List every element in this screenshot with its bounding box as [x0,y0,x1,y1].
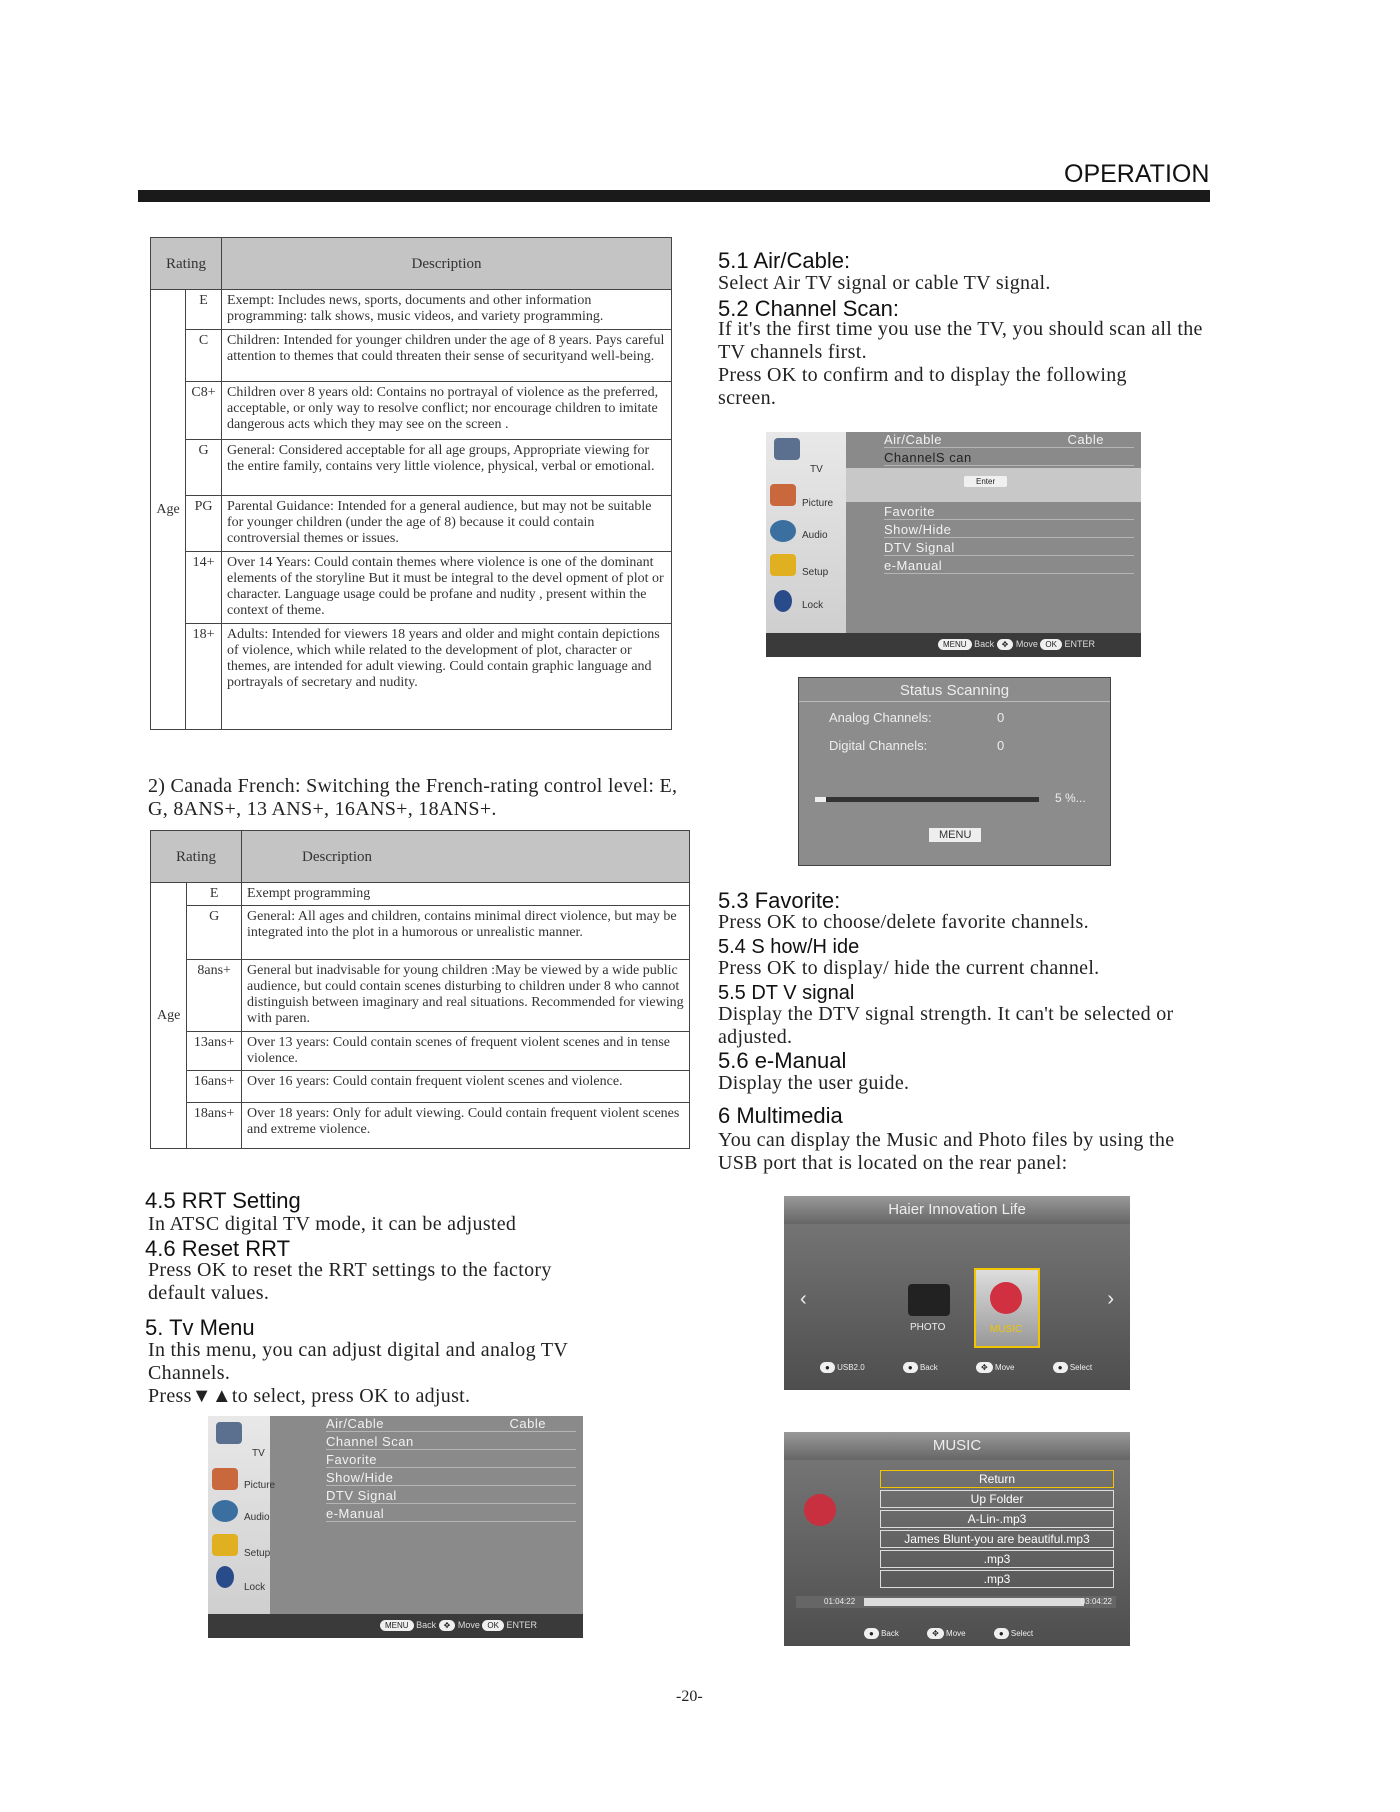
analog-channels-label: Analog Channels: [829,710,932,725]
rating-code: PG [186,496,222,552]
canada-french-rating-table [150,830,690,1149]
multimedia-heading: 6 Multimedia [718,1103,843,1128]
air-cable-label: Air/Cable [326,1416,384,1431]
page-number: -20- [676,1688,703,1705]
rrt-setting-body: In ATSC digital TV mode, it can be adjusted [148,1213,517,1235]
tv-menu-body: In this menu, you can adjust digital and analog TV Channels. [148,1339,568,1384]
rating-row [151,382,672,440]
menu-row-favorite[interactable]: Favorite [884,504,1134,520]
enter-hint: ENTER [506,1620,537,1630]
photo-icon[interactable] [908,1284,950,1316]
sidebar-item-picture[interactable]: Picture [244,1480,276,1491]
music-label: MUSIC [990,1324,1023,1335]
rating-description: Exempt: Includes news, sports, documents and other information programming: talk shows, music videos, and variety programming. [222,290,672,330]
rating-code: C [186,330,222,382]
scan-menu-button[interactable]: MENU [929,828,981,842]
menu-row-dtv-signal[interactable]: DTV Signal [326,1488,576,1504]
rating-description: General: All ages and children, contains minimal direct violence, but may be integrated into the plot in a humorous or unrealistic manner. [242,906,690,960]
rating-description: Over 18 years: Only for adult viewing. Could contain frequent violent scenes and extreme violence. [242,1103,690,1149]
menu-row-e-manual[interactable]: e-Manual [326,1506,576,1522]
prev-arrow-icon[interactable]: ‹ [800,1288,807,1310]
sidebar-item-lock[interactable]: Lock [802,600,824,611]
menu-row-channel-scan[interactable]: Channel Scan [326,1434,576,1450]
enter-button[interactable]: Enter [964,476,1007,487]
rating-description: General: Considered acceptable for all age groups, Appropriate viewing for the entire family, contains very little violence, physical, verbal or emotional. [222,440,672,496]
tv-menu-press: Press▼▲to select, press OK to adjust. [148,1385,471,1407]
rating-code: 18ans+ [187,1103,242,1149]
menu-row-show-hide[interactable]: Show/Hide [326,1470,576,1486]
scan-title: Status Scanning [799,682,1110,702]
music-tile[interactable] [974,1268,1040,1348]
rating-code: 8ans+ [187,960,242,1032]
tv-menu-heading: 5. Tv Menu [145,1315,255,1340]
header-rule [138,190,1210,202]
music-item-file[interactable]: .mp3 [880,1570,1114,1588]
scan-percent: 5 %... [1055,791,1086,805]
setup-icon [212,1534,238,1556]
music-item-file[interactable]: .mp3 [880,1550,1114,1568]
select-hint: Select [1069,1363,1093,1372]
move-hint: Move [946,1629,966,1638]
rating-row [151,1071,690,1103]
rating-description: Exempt programming [242,883,690,906]
multimedia-title: Haier Innovation Life [784,1196,1130,1224]
rating-description: Parental Guidance: Intended for a general audience, but may not be suitable for younger children (under the age of 8) because it could contain controversial themes or issues. [222,496,672,552]
music-time-end: 03:04:22 [1080,1597,1112,1606]
rating-code: E [187,883,242,906]
channel-scan-body-2: Press OK to confirm and to display the following screen. [718,364,1127,409]
music-item-file[interactable]: A-Lin-.mp3 [880,1510,1114,1528]
enter-hint: ENTER [1064,639,1095,649]
rating-header: Rating [151,238,222,290]
tv-icon [216,1422,242,1444]
rating-code: 13ans+ [187,1032,242,1071]
favorite-heading: 5.3 Favorite: [718,888,841,913]
scan-progress-bar [815,797,1039,802]
photo-label: PHOTO [910,1322,946,1333]
analog-channels-value: 0 [997,710,1005,725]
music-footer [864,1628,1033,1639]
rating-code: E [186,290,222,330]
rating-row [151,440,672,496]
sidebar-item-setup[interactable]: Setup [244,1548,271,1559]
menu-row-e-manual[interactable]: e-Manual [884,558,1134,574]
air-cable-label: Air/Cable [884,432,942,447]
air-cable-value: Cable [1067,432,1104,447]
back-hint: Back [919,1363,938,1372]
sidebar-item-audio[interactable]: Audio [802,530,828,541]
move-key-icon: ✥ [927,1628,944,1639]
rating-row [151,1103,690,1149]
audio-icon [212,1500,238,1522]
back-key-icon: ● [864,1628,879,1639]
rating-code: 18+ [186,624,222,730]
channel-scan-body: If it's the first time you use the TV, you should scan all the TV channels first. [718,318,1203,363]
move-key-icon: ✥ [997,639,1014,650]
channel-scan-highlight[interactable] [846,468,1141,502]
select-key-icon: ● [994,1628,1009,1639]
sidebar-item-setup[interactable]: Setup [802,567,829,578]
reset-rrt-body: Press OK to reset the RRT settings to the factory default values. [148,1259,552,1304]
sidebar-item-lock[interactable]: Lock [244,1582,266,1593]
next-arrow-icon[interactable]: › [1107,1288,1114,1310]
show-hide-body: Press OK to display/ hide the current channel. [718,957,1100,979]
tv-menu-screen [208,1416,583,1638]
rating-description: Children: Intended for younger children under the age of 8 years. Pays careful attention to themes that could threaten their sense of securityand well-being. [222,330,672,382]
favorite-body: Press OK to choose/delete favorite channels. [718,911,1089,933]
menu-key: MENU [938,639,972,650]
rating-description: Over 16 years: Could contain frequent violent scenes and violence. [242,1071,690,1103]
description-header: Description [222,238,672,290]
rating-row [151,906,690,960]
age-group-label: Age [151,290,186,730]
menu-row-channel-scan[interactable]: ChannelS can [884,450,1134,466]
rating-code: G [187,906,242,960]
move-key-icon: ✥ [976,1362,993,1373]
lock-icon [216,1566,234,1588]
move-hint: Move [457,1620,480,1630]
multimedia-footer [820,1362,1130,1373]
lock-icon [774,590,792,612]
music-progress-bar [796,1596,1116,1608]
show-hide-heading: 5.4 S how/H ide [718,936,860,958]
sidebar-item-picture[interactable]: Picture [802,498,834,509]
select-key-icon: ● [1053,1362,1068,1373]
music-item-file[interactable]: James Blunt-you are beautiful.mp3 [880,1530,1114,1548]
move-key-icon: ✥ [439,1620,456,1631]
canada-french-intro: 2) Canada French: Switching the French-rating control level: E, G, 8ANS+, 13 ANS+, 16ANS+, 18ANS+. [148,775,678,820]
back-hint: Back [881,1629,899,1638]
multimedia-body: You can display the Music and Photo files by using the USB port that is located on the rear panel: [718,1129,1175,1174]
us-rating-table [150,237,672,730]
multimedia-screen [784,1196,1130,1390]
usb-hint: USB2.0 [837,1363,865,1372]
back-hint: Back [974,639,995,649]
rrt-setting-heading: 4.5 RRT Setting [145,1188,301,1213]
rating-description: General but inadvisable for young children :May be viewed by a wide public audience, but could contain scenes disturbing to children under 8 who cannot distinguish between imaginary and real situations. Recommended for viewing with paren. [242,960,690,1032]
air-cable-value: Cable [509,1416,546,1431]
reset-rrt-heading: 4.6 Reset RRT [145,1236,291,1261]
rating-description: Over 13 years: Could contain scenes of frequent violent scenes and in tense violence. [242,1032,690,1071]
music-item-return[interactable]: Return [880,1470,1114,1488]
tv-menu-footer [208,1614,583,1638]
digital-channels-label: Digital Channels: [829,738,928,753]
music-disc-icon [990,1282,1022,1314]
dtv-signal-body: Display the DTV signal strength. It can't be selected or adjusted. [718,1003,1174,1048]
rating-row [151,330,672,382]
scan-menu-sidebar [766,432,846,633]
dtv-signal-heading: 5.5 DT V signal [718,982,855,1004]
rating-description: Over 14 Years: Could contain themes where violence is one of the dominant elements of the storyline But it must be integral to the devel opment of plot or character. Language usage could be profane and nudity , present within the context of theme. [222,552,672,624]
e-manual-heading: 5.6 e-Manual [718,1048,847,1073]
channel-scan-menu-screen [766,432,1141,657]
status-scanning-dialog [798,677,1111,866]
scan-progress-fill [815,797,826,802]
rating-row [151,960,690,1032]
air-cable-heading: 5.1 Air/Cable: [718,248,851,273]
rating-code: 16ans+ [187,1071,242,1103]
music-disc-icon [804,1494,836,1526]
rating-header: Rating [151,831,242,883]
description-header: Description [242,831,690,883]
age-group-label: Age [151,883,187,1149]
scan-menu-footer [766,633,1141,657]
back-hint: Back [416,1620,437,1630]
page-header-title: OPERATION [1064,160,1210,188]
picture-icon [770,484,796,506]
rating-code: G [186,440,222,496]
ok-key: OK [482,1620,504,1631]
air-cable-body: Select Air TV signal or cable TV signal. [718,272,1051,294]
menu-row-dtv-signal[interactable]: DTV Signal [884,540,1134,556]
sidebar-item-tv[interactable]: TV [810,464,823,475]
select-hint: Select [1010,1629,1034,1638]
rating-description: Adults: Intended for viewers 18 years and older and might contain depictions of violence, which while related to the development of plot, character or themes, are intended for adult viewing. Could contain graphic language and portrayals of secretary and nudity. [222,624,672,730]
setup-icon [770,554,796,576]
digital-channels-value: 0 [997,738,1005,753]
rating-row [151,496,672,552]
music-browser-title: MUSIC [784,1432,1130,1460]
rating-row [151,883,690,906]
rating-row [151,1032,690,1071]
music-item-up-folder[interactable]: Up Folder [880,1490,1114,1508]
music-time-start: 01:04:22 [824,1597,856,1606]
picture-icon [212,1468,238,1490]
menu-row-favorite[interactable]: Favorite [326,1452,576,1468]
rating-row [151,552,672,624]
sidebar-item-audio[interactable]: Audio [244,1512,270,1523]
tv-icon [774,438,800,460]
menu-row-air-cable[interactable] [884,432,1134,448]
move-hint: Move [1015,639,1038,649]
e-manual-body: Display the user guide. [718,1072,910,1094]
move-hint: Move [994,1363,1015,1372]
channel-scan-heading: 5.2 Channel Scan: [718,296,900,321]
rating-description: Children over 8 years old: Contains no portrayal of violence as the preferred, acceptable, or only way to resolve conflict; nor encourage children to imitate dangerous acts which they may see on the screen . [222,382,672,440]
audio-icon [770,520,796,542]
tv-menu-sidebar [208,1416,276,1614]
rating-row [151,290,672,330]
menu-row-air-cable[interactable] [326,1416,576,1432]
menu-key: MENU [380,1620,414,1631]
ok-key: OK [1040,639,1062,650]
sidebar-item-tv[interactable]: TV [252,1448,265,1459]
rating-code: C8+ [186,382,222,440]
usb-icon: ● [820,1362,835,1373]
rating-row [151,624,672,730]
back-key-icon: ● [903,1362,918,1373]
music-track-bar [864,1598,1084,1606]
menu-row-show-hide[interactable]: Show/Hide [884,522,1134,538]
rating-code: 14+ [186,552,222,624]
